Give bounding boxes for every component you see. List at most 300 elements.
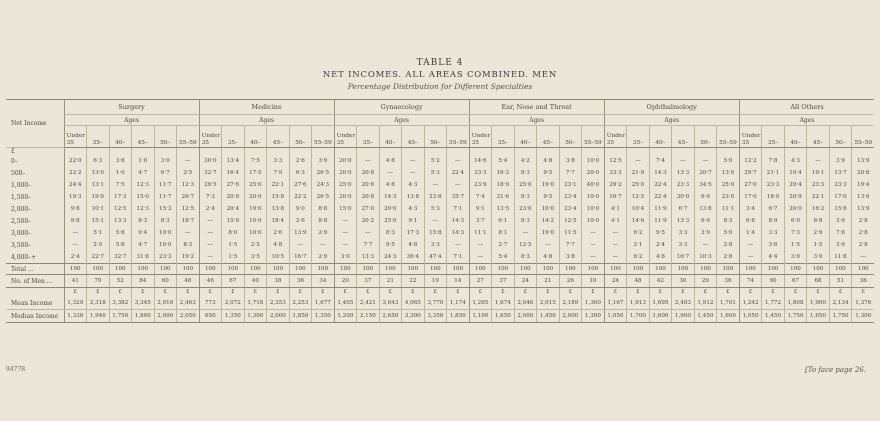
row-label: 0– xyxy=(11,157,18,165)
value-cell: 10·0 xyxy=(582,203,605,215)
age-column-header xyxy=(604,126,627,148)
value-cell: 8·3 xyxy=(154,215,177,227)
value-cell: 19·0 xyxy=(537,179,560,191)
value-cell: 23·3 xyxy=(672,179,695,191)
age-label: 35– xyxy=(227,140,238,146)
value-cell: 100 xyxy=(604,264,627,275)
income-band-row xyxy=(6,179,874,191)
value-cell: 27·0 xyxy=(357,203,380,215)
value-cell: 10·5 xyxy=(267,251,290,264)
value-cell: 4·2 xyxy=(514,155,537,167)
pound-sign: £ xyxy=(469,288,492,298)
value-cell: 4·8 xyxy=(402,239,425,251)
value-cell: — xyxy=(402,155,425,167)
value-cell: 21 xyxy=(537,275,560,288)
value-cell: 1,300 xyxy=(244,310,267,323)
value-cell: 650 xyxy=(199,310,222,323)
value-cell: 18·4 xyxy=(267,215,290,227)
value-cell: 2·6 xyxy=(289,155,312,167)
under-label: Under xyxy=(471,133,491,139)
value-cell: 24·3 xyxy=(379,251,402,264)
empty-cell xyxy=(717,148,740,156)
value-cell: 90 xyxy=(762,275,785,288)
value-cell: 14·3 xyxy=(447,227,470,239)
value-cell: 1,808 xyxy=(784,297,807,310)
value-cell: 10·4 xyxy=(784,167,807,179)
value-cell: 34 xyxy=(312,275,335,288)
value-cell: — xyxy=(199,239,222,251)
value-cell: 30 xyxy=(672,275,695,288)
pound-sign: £ xyxy=(267,288,290,298)
value-cell: 29·4 xyxy=(784,179,807,191)
value-cell: 11·9 xyxy=(649,215,672,227)
value-cell: 5·3 xyxy=(424,203,447,215)
value-cell: 100 xyxy=(672,264,695,275)
value-cell: 5·8 xyxy=(109,239,132,251)
under-label: Under xyxy=(336,133,356,139)
age-column-header xyxy=(762,126,785,148)
value-cell: 13·7 xyxy=(829,167,852,179)
value-cell: — xyxy=(64,239,87,251)
value-cell: 1,913 xyxy=(627,297,650,310)
value-cell: 1,674 xyxy=(492,297,515,310)
value-cell: — xyxy=(199,227,222,239)
pound-sign: £ xyxy=(694,288,717,298)
value-cell: 84 xyxy=(132,275,155,288)
value-cell: 11·8 xyxy=(829,251,852,264)
value-cell: 20·0 xyxy=(334,167,357,179)
pound-sign: £ xyxy=(537,288,560,298)
value-cell: 3·5 xyxy=(244,251,267,264)
value-cell: 20·2 xyxy=(357,215,380,227)
row-label: 4,000–+ xyxy=(11,253,37,261)
age-column-header xyxy=(402,126,425,148)
value-cell: 6·2 xyxy=(627,251,650,264)
age-label: 40– xyxy=(790,140,801,146)
value-cell: 15·1 xyxy=(87,215,110,227)
value-cell: 13·9 xyxy=(852,155,875,167)
value-cell: 16·7 xyxy=(672,251,695,264)
income-band-row xyxy=(6,167,874,179)
value-cell: 15·0 xyxy=(334,203,357,215)
age-column-header xyxy=(829,126,852,148)
value-cell: 67 xyxy=(784,275,807,288)
empty-cell xyxy=(222,148,245,156)
value-cell: 23·8 xyxy=(424,191,447,203)
value-cell: 74 xyxy=(739,275,762,288)
value-cell: — xyxy=(334,215,357,227)
age-label: 45– xyxy=(542,140,553,146)
age-column-header xyxy=(357,126,380,148)
value-cell: — xyxy=(177,155,200,167)
row-label: Mean Income xyxy=(6,297,64,310)
value-cell: 32·7 xyxy=(199,167,222,179)
age-column-header xyxy=(694,126,717,148)
value-cell: 100 xyxy=(739,264,762,275)
table-subtitle: Percentage Distribution for Different Specialties xyxy=(347,82,533,91)
value-cell: — xyxy=(334,239,357,251)
value-cell: 10·0 xyxy=(582,155,605,167)
value-cell: 1,677 xyxy=(312,297,335,310)
value-cell: 20·0 xyxy=(334,155,357,167)
value-cell: 100 xyxy=(807,264,830,275)
specialty-header-row xyxy=(6,100,874,115)
value-cell: — xyxy=(582,251,605,264)
value-cell: 25·0 xyxy=(244,179,267,191)
value-cell: 22·1 xyxy=(267,179,290,191)
pound-sign: £ xyxy=(739,288,762,298)
value-cell: 1,701 xyxy=(717,297,740,310)
pound-sign: £ xyxy=(109,288,132,298)
value-cell: — xyxy=(199,215,222,227)
value-cell: 5·4 xyxy=(492,155,515,167)
row-label: Total ... xyxy=(6,264,64,275)
value-cell: 23·1 xyxy=(559,179,582,191)
value-cell: 27·0 xyxy=(739,179,762,191)
value-cell: 35·7 xyxy=(447,191,470,203)
value-cell: 15·3 xyxy=(154,203,177,215)
value-cell: 20·7 xyxy=(694,167,717,179)
pound-sign: £ xyxy=(289,288,312,298)
ages-header: Ages xyxy=(334,115,469,126)
value-cell: 22·7 xyxy=(87,251,110,264)
ages-header: Ages xyxy=(469,115,604,126)
value-cell: 6·0 xyxy=(784,215,807,227)
print-code: 94778 xyxy=(6,366,26,373)
value-cell: 12·3 xyxy=(132,203,155,215)
value-cell: 2,318 xyxy=(87,297,110,310)
value-cell: 36 xyxy=(717,275,740,288)
value-cell: 27·6 xyxy=(289,179,312,191)
value-cell: — xyxy=(807,155,830,167)
value-cell: 3·3 xyxy=(672,227,695,239)
value-cell: 100 xyxy=(109,264,132,275)
pound-sign: £ xyxy=(424,288,447,298)
value-cell: 37 xyxy=(492,275,515,288)
value-cell: 15·8 xyxy=(829,203,852,215)
row-label: 2,500– xyxy=(11,217,32,225)
value-cell: 26·5 xyxy=(312,167,335,179)
value-cell: 60 xyxy=(154,275,177,288)
value-cell: 2·5 xyxy=(177,167,200,179)
pound-sign: £ xyxy=(199,288,222,298)
income-band-row xyxy=(6,155,874,167)
value-cell: 22·2 xyxy=(289,191,312,203)
specialty-header: Ophthalmology xyxy=(604,100,739,115)
value-cell: 20·0 xyxy=(582,167,605,179)
value-cell: 1,718 xyxy=(244,297,267,310)
value-cell: 16·4 xyxy=(222,167,245,179)
pound-sign: £ xyxy=(649,288,672,298)
value-cell: 20 xyxy=(334,275,357,288)
value-cell: 2,650 xyxy=(379,310,402,323)
value-cell: 30·0 xyxy=(672,191,695,203)
age-column-header xyxy=(244,126,267,148)
value-cell: 25·0 xyxy=(627,179,650,191)
empty-cell xyxy=(6,288,64,298)
value-cell: 2·4 xyxy=(199,203,222,215)
under-label: Under xyxy=(66,133,86,139)
value-cell: 29·7 xyxy=(739,167,762,179)
value-cell: 100 xyxy=(154,264,177,275)
value-cell: — xyxy=(469,239,492,251)
value-cell: 1,900 xyxy=(807,297,830,310)
value-cell: 30·0 xyxy=(199,155,222,167)
value-cell: 13·5 xyxy=(492,203,515,215)
value-cell: 48 xyxy=(627,275,650,288)
value-cell: 13·9 xyxy=(852,191,875,203)
value-cell: 1,350 xyxy=(222,310,245,323)
value-cell: 1,300 xyxy=(852,310,875,323)
value-cell: 38 xyxy=(267,275,290,288)
value-cell: 4·8 xyxy=(267,239,290,251)
value-cell: 40 xyxy=(244,275,267,288)
value-cell: 3·3 xyxy=(267,155,290,167)
value-cell: 3·6 xyxy=(762,239,785,251)
age-label: 45– xyxy=(272,140,283,146)
value-cell: 14·3 xyxy=(649,167,672,179)
value-cell: 2·8 xyxy=(717,239,740,251)
value-cell: 12·2 xyxy=(739,155,762,167)
table-heading: NET INCOMES. ALL AREAS COMBINED. MEN xyxy=(322,70,558,80)
value-cell: 4·1 xyxy=(604,215,627,227)
value-cell: 2,015 xyxy=(537,297,560,310)
empty-cell xyxy=(244,148,267,156)
age-column-header xyxy=(717,126,740,148)
value-cell: 23·9 xyxy=(469,179,492,191)
specialty-header: Medicine xyxy=(199,100,334,115)
value-cell: 5·1 xyxy=(87,227,110,239)
age-column-header xyxy=(109,126,132,148)
value-cell: 31·8 xyxy=(132,251,155,264)
age-column-header xyxy=(424,126,447,148)
pound-sign: £ xyxy=(312,288,335,298)
value-cell: 48 xyxy=(177,275,200,288)
value-cell: 11·7 xyxy=(154,179,177,191)
value-cell: 5·3 xyxy=(424,167,447,179)
pound-sign: £ xyxy=(807,288,830,298)
value-cell: 12·3 xyxy=(132,179,155,191)
specialty-header: Surgery xyxy=(64,100,199,115)
value-cell: 1,750 xyxy=(109,310,132,323)
value-cell: 21·9 xyxy=(627,167,650,179)
value-cell: — xyxy=(177,227,200,239)
value-cell: 100 xyxy=(132,264,155,275)
income-band-row xyxy=(6,239,874,251)
value-cell: 100 xyxy=(627,264,650,275)
value-cell: 100 xyxy=(334,264,357,275)
value-cell: 7·1 xyxy=(447,203,470,215)
value-cell: 10·1 xyxy=(87,203,110,215)
value-cell: 100 xyxy=(649,264,672,275)
age-column-header xyxy=(177,126,200,148)
currency-symbols-row xyxy=(6,288,874,298)
value-cell: — xyxy=(672,155,695,167)
value-cell: 14·2 xyxy=(537,215,560,227)
age-column-header xyxy=(64,126,87,148)
empty-cell xyxy=(672,148,695,156)
empty-cell xyxy=(739,148,762,156)
value-cell: 6·3 xyxy=(289,167,312,179)
value-cell: 46 xyxy=(199,275,222,288)
value-cell: 19 xyxy=(424,275,447,288)
value-cell: 6·7 xyxy=(672,203,695,215)
empty-cell xyxy=(154,148,177,156)
value-cell: 1·4 xyxy=(739,227,762,239)
value-cell: 10 xyxy=(582,275,605,288)
age-label: 35 xyxy=(336,140,344,146)
net-income-header: Net Income xyxy=(6,100,64,148)
value-cell: 1,650 xyxy=(492,310,515,323)
value-cell: 100 xyxy=(244,264,267,275)
value-cell: 2·5 xyxy=(87,239,110,251)
value-cell: 68 xyxy=(807,275,830,288)
pound-sign: £ xyxy=(64,288,87,298)
value-cell: 12·3 xyxy=(177,179,200,191)
value-cell: 100 xyxy=(852,264,875,275)
age-column-header xyxy=(87,126,110,148)
value-cell: — xyxy=(852,251,875,264)
value-cell: 100 xyxy=(222,264,245,275)
value-cell: 13·1 xyxy=(87,179,110,191)
value-cell: 6·7 xyxy=(762,203,785,215)
value-cell: — xyxy=(424,215,447,227)
value-cell: 17·5 xyxy=(244,167,267,179)
value-cell: 3·9 xyxy=(312,155,335,167)
value-cell: 1,265 xyxy=(469,297,492,310)
value-cell: 2,150 xyxy=(357,310,380,323)
value-cell: 26·7 xyxy=(177,191,200,203)
age-label: 55–59 xyxy=(584,140,602,146)
value-cell: 1·0 xyxy=(109,167,132,179)
value-cell: — xyxy=(514,227,537,239)
age-column-header xyxy=(739,126,762,148)
value-cell: 23·4 xyxy=(559,191,582,203)
empty-cell xyxy=(402,148,425,156)
value-cell: 7·1 xyxy=(447,251,470,264)
value-cell: — xyxy=(447,155,470,167)
value-cell: 24·4 xyxy=(64,179,87,191)
pound-sign: £ xyxy=(604,288,627,298)
age-column-header xyxy=(154,126,177,148)
pound-sign: £ xyxy=(379,288,402,298)
value-cell: 100 xyxy=(559,264,582,275)
value-cell: — xyxy=(447,239,470,251)
pound-sign: £ xyxy=(627,288,650,298)
value-cell: 2·8 xyxy=(852,227,875,239)
value-cell: 79 xyxy=(87,275,110,288)
value-cell: 13·3 xyxy=(672,215,695,227)
empty-cell xyxy=(469,148,492,156)
value-cell: 1,912 xyxy=(694,297,717,310)
pound-sign: £ xyxy=(447,288,470,298)
age-column-header xyxy=(379,126,402,148)
value-cell: 2·9 xyxy=(312,227,335,239)
value-cell: 20·8 xyxy=(357,179,380,191)
value-cell: 11·5 xyxy=(559,227,582,239)
value-cell: 2,189 xyxy=(559,297,582,310)
value-cell: — xyxy=(357,155,380,167)
value-cell: 22·4 xyxy=(447,167,470,179)
value-cell: 41 xyxy=(64,275,87,288)
value-cell: 6·7 xyxy=(154,167,177,179)
value-cell: 19·0 xyxy=(244,203,267,215)
value-cell: 14·3 xyxy=(447,215,470,227)
value-cell: 34·5 xyxy=(694,179,717,191)
empty-cell xyxy=(334,148,357,156)
value-cell: 20·8 xyxy=(357,167,380,179)
value-cell: 1,330 xyxy=(64,310,87,323)
value-cell: 1,600 xyxy=(649,310,672,323)
value-cell: 25·0 xyxy=(717,179,740,191)
value-cell: 2,134 xyxy=(829,297,852,310)
value-cell: 1,050 xyxy=(739,310,762,323)
value-cell: 29·2 xyxy=(604,179,627,191)
value-cell: 13·4 xyxy=(222,155,245,167)
empty-cell xyxy=(559,148,582,156)
value-cell: 4·8 xyxy=(379,155,402,167)
value-cell: 11·9 xyxy=(649,203,672,215)
value-cell: 3·9 xyxy=(829,239,852,251)
value-cell: 11·7 xyxy=(154,191,177,203)
age-column-header xyxy=(672,126,695,148)
value-cell: — xyxy=(739,239,762,251)
value-cell: 1,900 xyxy=(672,310,695,323)
value-cell: 36 xyxy=(289,275,312,288)
value-cell: 25·0 xyxy=(514,179,537,191)
value-cell: 1,450 xyxy=(694,310,717,323)
value-cell: 20·9 xyxy=(784,191,807,203)
value-cell: 2·6 xyxy=(267,227,290,239)
value-cell: 15·8 xyxy=(424,227,447,239)
value-cell: 20·8 xyxy=(357,191,380,203)
value-cell: 13·9 xyxy=(852,203,875,215)
value-cell: — xyxy=(604,239,627,251)
value-cell: 19·1 xyxy=(807,167,830,179)
age-label: 35– xyxy=(92,140,103,146)
value-cell: 13·9 xyxy=(717,167,740,179)
pound-sign: £ xyxy=(829,288,852,298)
row-label: 1,500– xyxy=(11,193,32,201)
value-cell: 13·3 xyxy=(672,167,695,179)
value-cell: 2·7 xyxy=(492,239,515,251)
value-cell: 8·3 xyxy=(514,215,537,227)
value-cell: 20·0 xyxy=(244,191,267,203)
value-cell: 2·4 xyxy=(649,239,672,251)
value-cell: — xyxy=(334,227,357,239)
value-cell: 1,450 xyxy=(762,310,785,323)
median-income-row xyxy=(6,310,874,323)
value-cell: 22·2 xyxy=(64,167,87,179)
value-cell: 100 xyxy=(492,264,515,275)
value-cell: — xyxy=(627,155,650,167)
value-cell: 100 xyxy=(447,264,470,275)
value-cell: 13·9 xyxy=(289,227,312,239)
value-cell: — xyxy=(447,179,470,191)
age-label: 40– xyxy=(385,140,396,146)
pound-sign: £ xyxy=(11,148,15,155)
value-cell: 12·5 xyxy=(627,191,650,203)
value-cell: 17·0 xyxy=(739,191,762,203)
pound-sign: £ xyxy=(87,288,110,298)
value-cell: 19·2 xyxy=(177,251,200,264)
value-cell: 3,770 xyxy=(424,297,447,310)
value-cell: 1,700 xyxy=(627,310,650,323)
value-cell: 2,000 xyxy=(559,310,582,323)
value-cell: 5·8 xyxy=(109,227,132,239)
value-cell: 20·8 xyxy=(852,167,875,179)
age-column-header xyxy=(784,126,807,148)
